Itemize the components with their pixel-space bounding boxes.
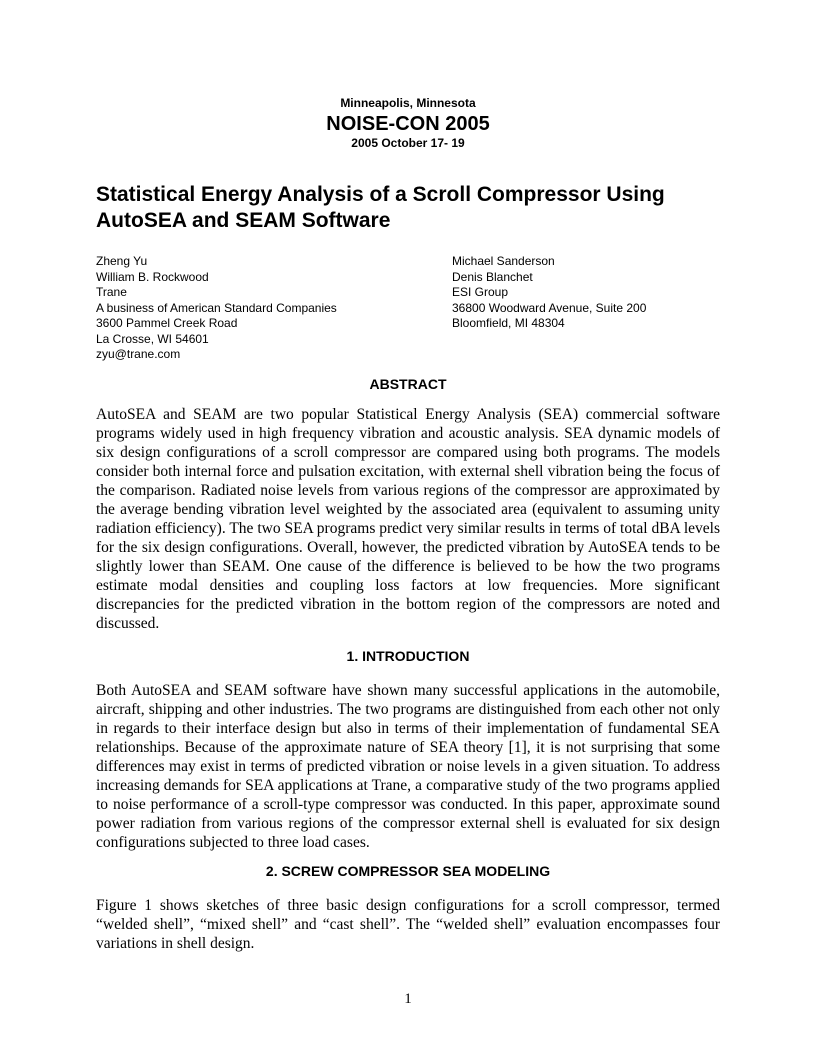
author-line: ESI Group: [452, 285, 509, 299]
author-line: Michael Sanderson: [452, 254, 555, 268]
section-2-text: Figure 1 shows sketches of three basic design configurations for a scroll compressor, termed “welded shell”, “mixed shell” and “cast shell”. The “welded shell” evaluation encompasses four variations in shell design.: [96, 897, 720, 952]
conference-dates: 2005 October 17- 19: [351, 136, 465, 150]
abstract-heading: ABSTRACT: [369, 376, 447, 392]
authors-left-block: [96, 254, 337, 363]
conference-location: Minneapolis, Minnesota: [340, 96, 476, 110]
paper-title: Statistical Energy Analysis of a Scroll Compressor Using AutoSEA and SEAM Software: [96, 183, 665, 232]
introduction-text: Both AutoSEA and SEAM software have shown many successful applications in the automobile, aircraft, shipping and other industries. The two programs are distinguished from each other not only in regards to their interface design but also in terms of their implementation of fundamental SEA relationships. Because of the approximate nature of SEA theory [1], it is not surprising that some differences may exist in terms of predicted vibration or noise levels in a given situation. To address increasing demands for SEA applications at Trane, a comparative study of the two programs applied to noise performance of a scroll-type compressor was conducted. In this paper, approximate sound power radiation from various regions of the compressor external shell is evaluated for six design configurations subjected to three load cases.: [96, 682, 720, 851]
author-line: La Crosse, WI 54601: [96, 331, 209, 346]
section-2-heading: 2. SCREW COMPRESSOR SEA MODELING: [265, 863, 551, 879]
author-line: Trane: [96, 285, 127, 299]
abstract-text: AutoSEA and SEAM are two popular Statistical Energy Analysis (SEA) commercial software programs widely used in high frequency vibration and acoustic analysis. SEA dynamic models of six design configurations of a scroll compressor are compared using both programs. The models consider both internal force and pulsation excitation, with external shell vibration being the focus of the comparison. Radiated noise levels from various regions of the compressor are approximated by the average bending vibration level weighted by the associated area (equivalent to assuming unity radiation efficiency). The two SEA programs predict very similar results in terms of total dBA levels for the six design configurations. Overall, however, the predicted vibration by AutoSEA tends to be slightly lower than SEAM. One cause of the difference is believed to be how the two programs estimate modal densities and coupling loss factors at low frequencies. More significant discrepancies for the predicted vibration in the bottom region of the compressors are noted and discussed.: [96, 406, 720, 632]
authors-right-block: [452, 254, 646, 332]
author-line: 3600 Pammel Creek Road: [96, 316, 238, 330]
author-line: 36800 Woodward Avenue, Suite 200: [452, 300, 647, 315]
author-line: Bloomfield, MI 48304: [452, 316, 565, 330]
author-line: Denis Blanchet: [452, 269, 533, 284]
page-number: 1: [404, 991, 412, 1007]
author-line: Zheng Yu: [96, 254, 148, 268]
author-line: William B. Rockwood: [96, 269, 209, 284]
conference-name: NOISE-CON 2005: [326, 113, 490, 135]
author-line: A business of American Standard Companies: [96, 300, 337, 315]
author-line: zyu@trane.com: [96, 347, 181, 361]
introduction-heading: 1. INTRODUCTION: [346, 648, 470, 664]
